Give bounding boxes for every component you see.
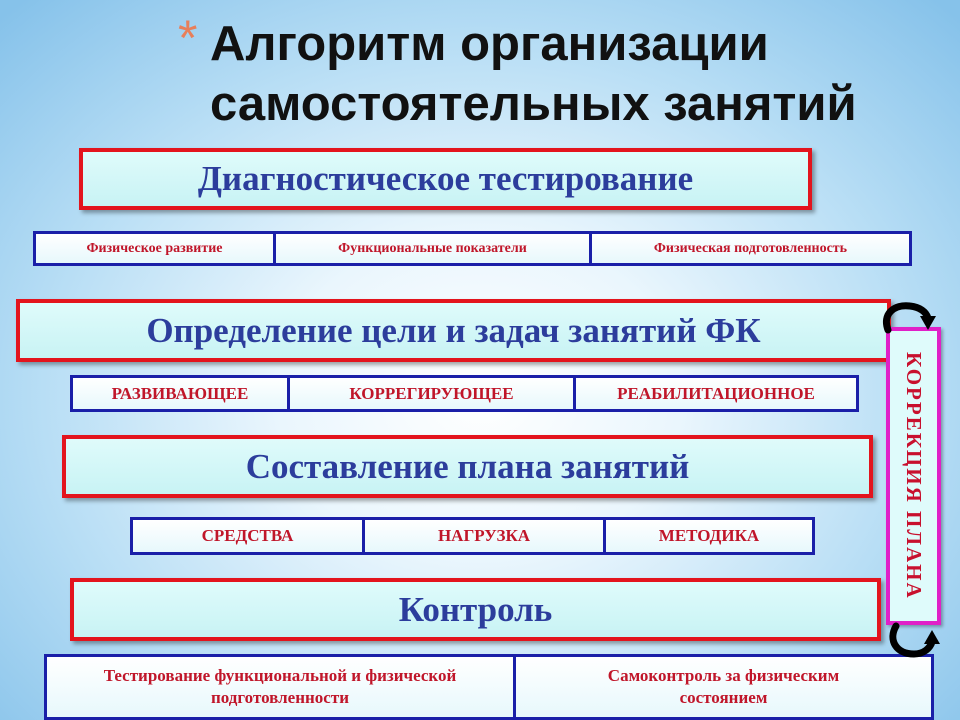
title-line-2: самостоятельных занятий [210,77,857,131]
step-1-item: Физическое развитие [86,240,223,256]
plan-correction-label: КОРРЕКЦИЯ ПЛАНА [902,352,926,600]
title-line-1: Алгоритм организации [210,17,769,71]
step-2-item: РАЗВИВАЮЩЕЕ [111,383,249,403]
step-4-item: Самоконтроль за физическим состоянием [513,657,931,717]
plan-correction-box [886,327,941,625]
step-1-items [33,231,912,266]
curved-arrow-icon [884,622,940,662]
step-3-item: НАГРУЗКА [362,520,603,552]
step-control [70,578,881,641]
step-3-item: СРЕДСТВА [201,526,294,545]
slide-title [178,10,950,134]
step-1-item: Функциональные показатели [273,234,589,263]
step-3-items [130,517,815,555]
step-1-item: Физическая подготовленность [589,234,909,263]
step-diagnostic-testing [79,148,812,210]
step-4-label: Контроль [398,589,553,629]
step-2-label: Определение цели и задач занятий ФК [146,310,761,350]
step-1-label: Диагностическое тестирование [197,159,694,198]
step-plan-composition [62,435,873,498]
step-2-item: КОРРЕГИРУЮЩЕЕ [287,378,573,409]
step-2-items [70,375,859,412]
curved-arrow-icon [878,300,938,334]
step-2-item: РЕАБИЛИТАЦИОННОЕ [573,378,856,409]
step-3-item: МЕТОДИКА [603,520,812,552]
step-4-item: Тестирование функциональной и физической подготовленности [103,666,457,707]
title-bullet: * [178,10,198,66]
step-4-items [44,654,934,720]
step-goals-definition [16,299,891,362]
step-3-label: Составление плана занятий [245,446,690,486]
